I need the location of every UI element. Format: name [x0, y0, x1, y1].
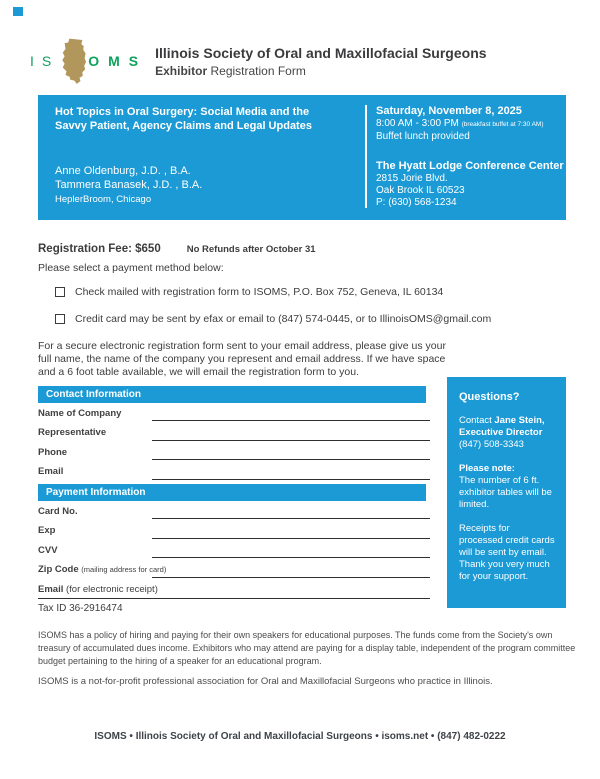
- logo-letters-is: IS: [30, 53, 60, 69]
- event-details-banner: [38, 95, 566, 220]
- questions-note: [459, 463, 555, 511]
- payment-method-prompt: Please select a payment method below:: [38, 262, 224, 274]
- speaker-name: Tammera Banasek, J.D. , B.A.: [55, 179, 203, 191]
- footer-contact-line: ISOMS • Illinois Society of Oral and Maxillofacial Surgeons • isoms.net • (847) 482-0222: [94, 731, 506, 742]
- input-line-exp[interactable]: [152, 520, 430, 538]
- checkbox-check-mailed[interactable]: [55, 287, 65, 297]
- option-label: Check mailed with registration form to ISOMS, P.O. Box 752, Geneva, IL 60134: [75, 286, 444, 298]
- questions-receipts: Receipts for processed credit cards will be sent by email. Thank you very much for your support.: [459, 523, 555, 582]
- payment-option-check: [55, 286, 443, 298]
- event-topic-and-speakers: [55, 105, 357, 207]
- event-time: [376, 118, 560, 131]
- isoms-logo: [30, 36, 147, 86]
- policy-paragraph: ISOMS has a policy of hiring and paying for their own speakers for educational purposes. The funds come from the Society's own treasury of accumulated dues income. Exhibitors who may attend are paying for a display table, independent of the program committee budget pertaining to the hiring of a speaker for an educational program.: [38, 630, 576, 666]
- input-line-receipt-email[interactable]: [152, 579, 430, 597]
- contact-phone: (847) 508-3343: [459, 439, 524, 450]
- venue-phone: P: (630) 568-1234: [376, 197, 457, 208]
- event-topic: [55, 105, 357, 133]
- field-row-zip-code: [38, 559, 430, 578]
- field-row-representative: [38, 422, 430, 441]
- field-label: [38, 579, 158, 598]
- checkbox-credit-card[interactable]: [55, 314, 65, 324]
- field-label-note: (for electronic receipt): [66, 583, 158, 595]
- subtitle-rest: Registration Form: [207, 63, 306, 78]
- field-label: Card No.: [38, 506, 78, 517]
- venue-address-line-1: 2815 Jorie Blvd.: [376, 173, 448, 184]
- venue-address-line-2: Oak Brook IL 60523: [376, 185, 465, 196]
- fee-amount: Registration Fee: $650: [38, 243, 161, 255]
- field-label: Email: [38, 466, 64, 478]
- illinois-state-icon: [59, 36, 87, 86]
- field-label: Name of Company: [38, 408, 122, 419]
- page-title: Illinois Society of Oral and Maxillofacial Surgeons: [155, 44, 487, 61]
- payment-information-fields: [38, 501, 430, 599]
- speaker-name: Anne Oldenburg, J.D. , B.A.: [55, 165, 191, 177]
- input-line-cvv[interactable]: [152, 540, 430, 558]
- input-line-phone[interactable]: [152, 442, 430, 460]
- field-row-name-of-company: [38, 403, 430, 422]
- venue-name: The Hyatt Lodge Conference Center: [376, 160, 564, 172]
- field-label-text: Email: [38, 583, 66, 595]
- field-row-email: [38, 461, 430, 480]
- field-row-exp: [38, 520, 430, 539]
- payment-information-header: Payment Information: [38, 484, 426, 501]
- event-meal: Buffet lunch provided: [376, 131, 470, 142]
- field-row-cvv: [38, 540, 430, 559]
- registration-fee: [38, 243, 316, 255]
- field-label: CVV: [38, 544, 58, 556]
- note-label: Please note:: [459, 463, 515, 474]
- subtitle-bold: Exhibitor: [155, 63, 208, 78]
- field-row-receipt-email: [38, 579, 430, 599]
- page-subtitle: [155, 64, 486, 78]
- input-line-name-of-company[interactable]: [152, 403, 430, 421]
- title-block: [155, 45, 486, 78]
- event-topic-line-2: Savvy Patient, Agency Claims and Legal Updates: [55, 120, 312, 132]
- secure-note-line-1: For a secure electronic registration form sent to your email address, please give us your: [38, 340, 446, 352]
- event-time-value: 8:00 AM - 3:00 PM: [376, 118, 462, 129]
- field-row-phone: [38, 442, 430, 461]
- questions-sidebar: [447, 377, 566, 608]
- option-label: Credit card may be sent by efax or email to (847) 574-0445, or to IllinoisOMS@gmail.com: [75, 313, 492, 325]
- contact-prefix: Contact: [459, 415, 495, 426]
- secure-note-line-3: and a 6 foot table available, we will email the registration form to you.: [38, 366, 360, 378]
- corner-accent-mark: [13, 7, 23, 16]
- field-label-note: (mailing address for card): [81, 565, 167, 575]
- secure-form-note: [38, 340, 446, 379]
- event-when-where: [376, 105, 564, 209]
- nonprofit-statement: ISOMS is a not-for-profit professional association for Oral and Maxillofacial Surgeons who practice in Illinois.: [38, 676, 493, 687]
- input-line-card-no[interactable]: [152, 501, 430, 519]
- event-date: Saturday, November 8, 2025: [376, 105, 522, 117]
- contact-information-header: Contact Information: [38, 386, 426, 403]
- payment-option-credit-card: [55, 313, 491, 325]
- vertical-divider: [365, 105, 367, 208]
- input-line-zip-code[interactable]: [152, 559, 430, 577]
- field-label: [38, 559, 167, 578]
- secure-note-line-2: full name, the name of the company you represent and email address. If we have space: [38, 353, 446, 365]
- masthead: [30, 36, 487, 86]
- field-label: Exp: [38, 525, 56, 537]
- speaker-affiliation: HeplerBroom, Chicago: [55, 194, 152, 205]
- refund-note: No Refunds after October 31: [186, 244, 316, 255]
- speaker-list: [55, 164, 357, 207]
- field-label: Phone: [38, 446, 68, 458]
- contact-information-fields: [38, 403, 430, 481]
- questions-contact: [459, 415, 555, 451]
- input-line-email[interactable]: [152, 461, 430, 479]
- logo-letters-oms: OMS: [88, 53, 148, 69]
- field-row-card-no: [38, 501, 430, 520]
- questions-title: Questions?: [459, 391, 520, 403]
- event-topic-line-1: Hot Topics in Oral Surgery: Social Media and the: [55, 106, 310, 118]
- field-label: Representative: [38, 427, 107, 439]
- input-line-representative[interactable]: [152, 422, 430, 440]
- field-label-text: Zip Code: [38, 564, 82, 576]
- note-text: The number of 6 ft. exhibitor tables will be limited.: [459, 475, 552, 510]
- contact-name: Jane Stein, Executive Director: [459, 415, 545, 438]
- event-time-note: (breakfast buffet at 7:30 AM): [461, 121, 544, 128]
- tax-id: Tax ID 36-2916474: [38, 603, 123, 614]
